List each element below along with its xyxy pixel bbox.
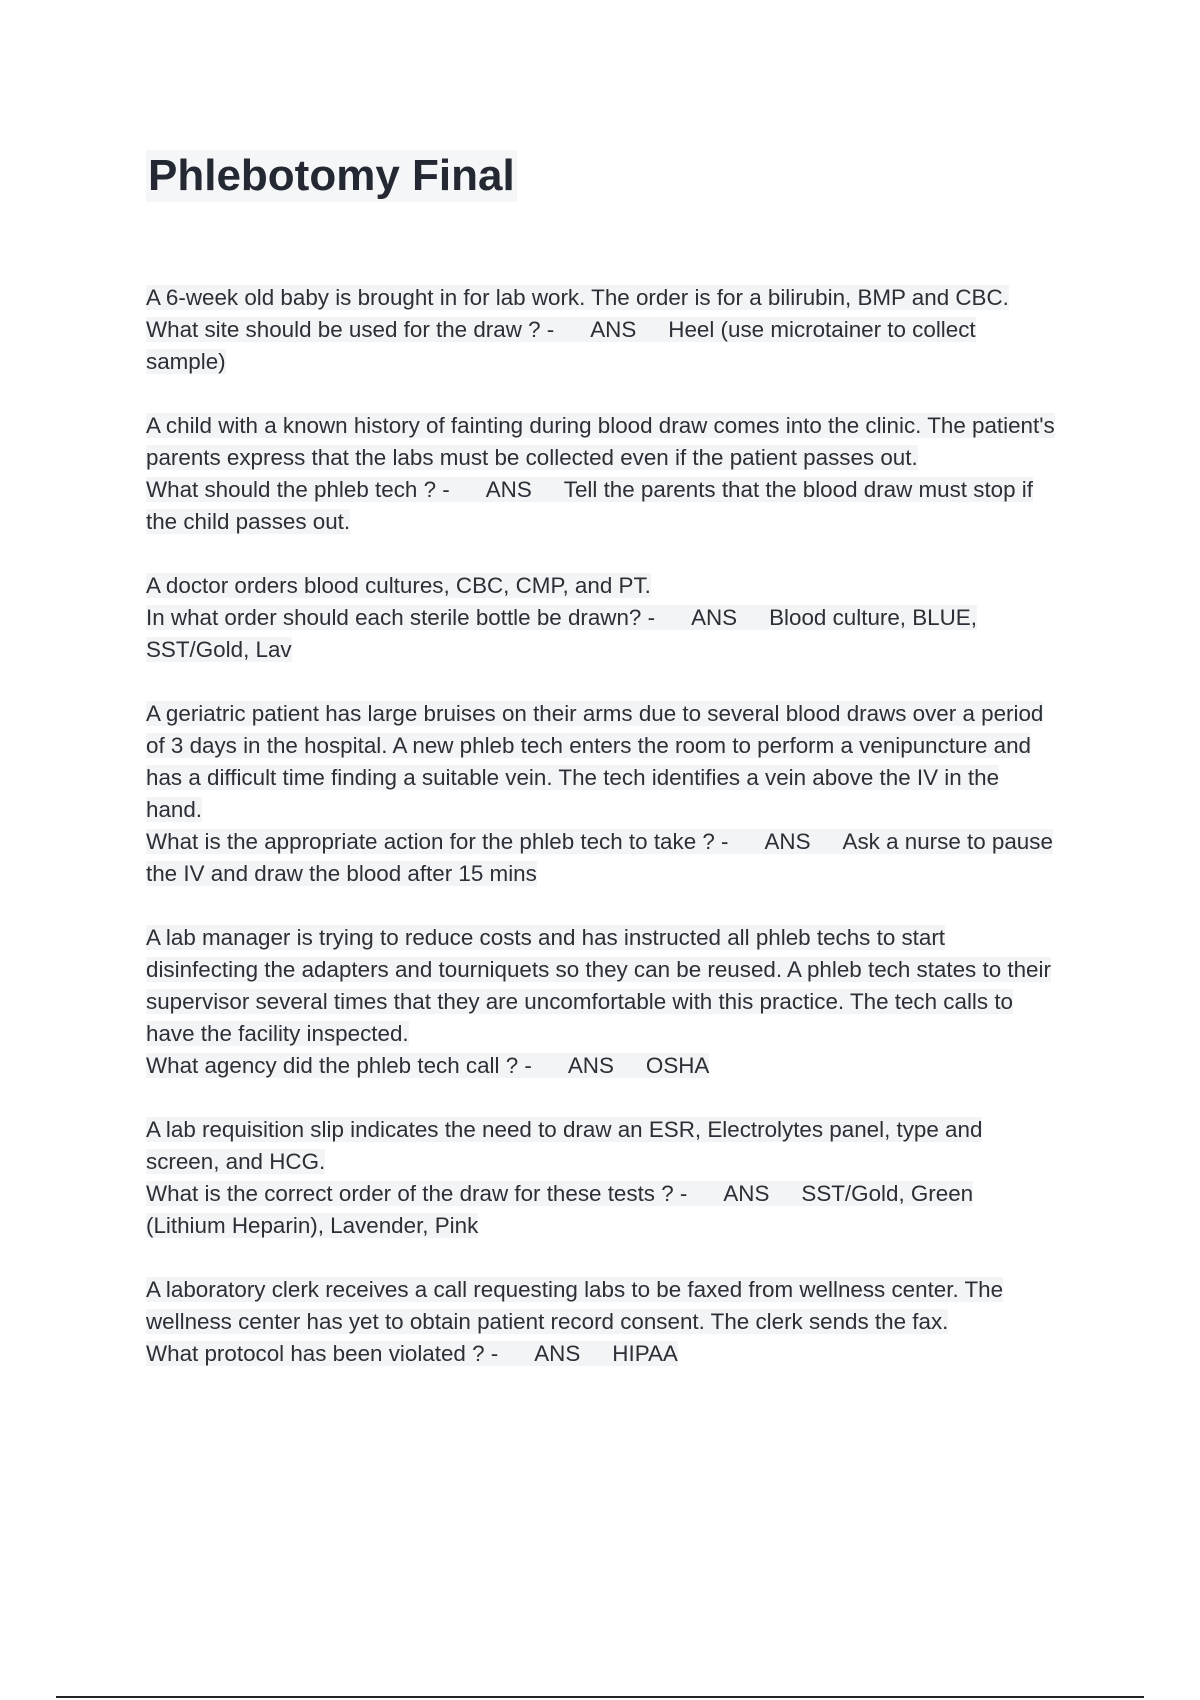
qa-item-4: [146, 698, 1056, 890]
question-text: What agency did the phleb tech call ? -: [146, 1053, 532, 1078]
answer-text: Tell the parents that the blood draw must stop if the child passes out.: [146, 477, 1033, 534]
qa-item-7: [146, 1274, 1056, 1370]
ans-label: ANS: [532, 1053, 646, 1078]
scenario-text: [146, 570, 1056, 602]
footer-divider: [56, 1696, 1144, 1698]
answer-text: Heel (use microtainer to collect sample): [146, 317, 976, 374]
scenario-span: A doctor orders blood cultures, CBC, CMP, and PT.: [146, 573, 651, 598]
document-page: [146, 150, 1056, 1402]
ans-label: ANS: [498, 1341, 612, 1366]
scenario-span: A 6-week old baby is brought in for lab work. The order is for a bilirubin, BMP and CBC.: [146, 285, 1009, 310]
question-text: What is the correct order of the draw for these tests ? -: [146, 1181, 688, 1206]
scenario-text: [146, 282, 1056, 314]
scenario-text: [146, 698, 1056, 826]
answer-text: Ask a nurse to pause the IV and draw the blood after 15 mins: [146, 829, 1053, 886]
qa-item-5: [146, 922, 1056, 1082]
question-line: [146, 1178, 1056, 1242]
scenario-span: A child with a known history of fainting during blood draw comes into the clinic. The patient's parents express that the labs must be collected even if the patient passes out.: [146, 413, 1055, 470]
qa-item-1: [146, 282, 1056, 378]
question-text: What is the appropriate action for the phleb tech to take ? -: [146, 829, 729, 854]
question-line: [146, 1050, 1056, 1082]
qa-item-6: [146, 1114, 1056, 1242]
question-text: What should the phleb tech ? -: [146, 477, 450, 502]
question-line: [146, 1338, 1056, 1370]
question-line: [146, 826, 1056, 890]
document-title: Phlebotomy Final: [148, 151, 515, 200]
scenario-span: A lab requisition slip indicates the need to draw an ESR, Electrolytes panel, type and screen, and HCG.: [146, 1117, 983, 1174]
ans-label: ANS: [655, 605, 769, 630]
answer-text: SST/Gold, Green (Lithium Heparin), Lavender, Pink: [146, 1181, 974, 1238]
qa-item-3: [146, 570, 1056, 666]
question-line: [146, 474, 1056, 538]
answer-text: HIPAA: [612, 1341, 678, 1366]
ans-label: ANS: [729, 829, 843, 854]
scenario-text: [146, 410, 1056, 474]
ans-label: ANS: [450, 477, 564, 502]
scenario-span: A geriatric patient has large bruises on their arms due to several blood draws over a period of 3 days in the hospital. A new phleb tech enters the room to perform a venipuncture and has a difficult time finding a suitable vein. The tech identifies a vein above the IV in the hand.: [146, 701, 1044, 822]
question-text: In what order should each sterile bottle be drawn? -: [146, 605, 656, 630]
answer-text: OSHA: [645, 1053, 710, 1078]
question-line: [146, 314, 1056, 378]
scenario-text: [146, 1114, 1056, 1178]
question-text: What protocol has been violated ? -: [146, 1341, 499, 1366]
scenario-text: [146, 1274, 1056, 1338]
answer-text: Blood culture, BLUE, SST/Gold, Lav: [146, 605, 977, 662]
ans-label: ANS: [554, 317, 668, 342]
question-text: What site should be used for the draw ? -: [146, 317, 555, 342]
scenario-span: A laboratory clerk receives a call requesting labs to be faxed from wellness center. The wellness center has yet to obtain patient record consent. The clerk sends the fax.: [146, 1277, 1004, 1334]
qa-item-2: [146, 410, 1056, 538]
question-line: [146, 602, 1056, 666]
ans-label: ANS: [687, 1181, 801, 1206]
scenario-span: A lab manager is trying to reduce costs and has instructed all phleb techs to start disinfecting the adapters and tourniquets so they can be reused. A phleb tech states to their supervisor several times that they are uncomfortable with this practice. The tech calls to have the facility inspected.: [146, 925, 1051, 1046]
scenario-text: [146, 922, 1056, 1050]
